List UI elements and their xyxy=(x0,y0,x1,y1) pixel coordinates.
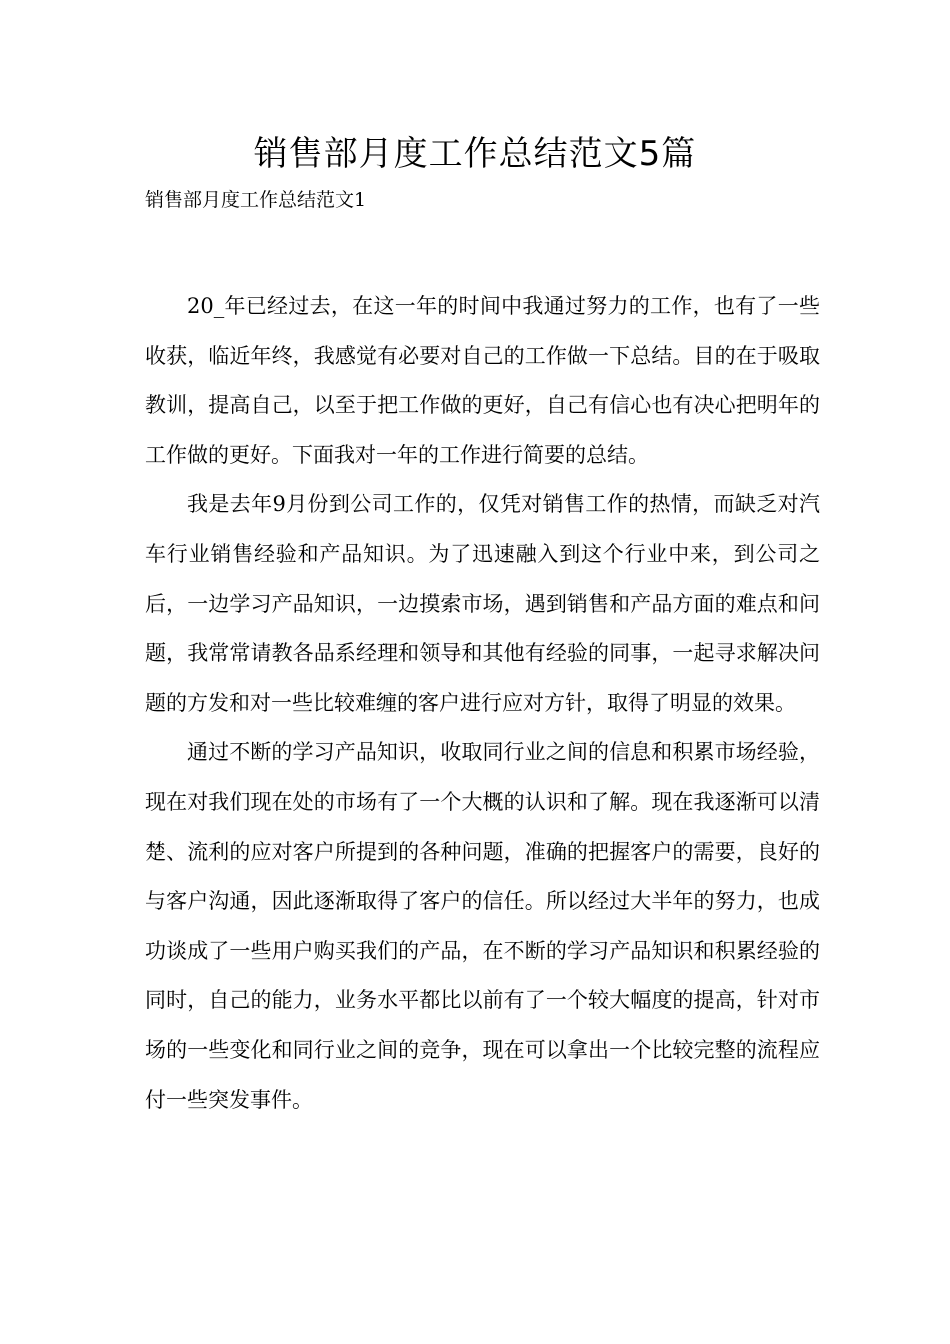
document-title: 销售部月度工作总结范文5篇 xyxy=(253,134,697,174)
document-body xyxy=(145,282,820,1125)
body-paragraph: 通过不断的学习产品知识，收取同行业之间的信息和积累市场经验，现在对我们现在处的市场有了一个大概的认识和了解。现在我逐渐可以清楚、流利的应对客户所提到的各种问题，准确的把握客户的需要，良好的与客户沟通，因此逐渐取得了客户的信任。所以经过大半年的努力，也成功谈成了一些用户购买我们的产品，在不断的学习产品知识和积累经验的同时，自己的能力，业务水平都比以前有了一个较大幅度的提高，针对市场的一些变化和同行业之间的竞争，现在可以拿出一个比较完整的流程应付一些突发事件。 xyxy=(145,740,820,1112)
body-paragraph: 我是去年9月份到公司工作的，仅凭对销售工作的热情，而缺乏对汽车行业销售经验和产品知识。为了迅速融入到这个行业中来，到公司之后，一边学习产品知识，一边摸索市场，遇到销售和产品方面的难点和问题，我常常请教各品系经理和领导和其他有经验的同事，一起寻求解决问题的方发和对一些比较难缠的客户进行应对方针，取得了明显的效果。 xyxy=(145,492,820,715)
document-subtitle: 销售部月度工作总结范文1 xyxy=(145,189,367,211)
body-paragraph: 20_年已经过去，在这一年的时间中我通过努力的工作，也有了一些收获，临近年终，我感觉有必要对自己的工作做一下总结。目的在于吸取教训，提高自己，以至于把工作做的更好，自己有信心也有决心把明年的工作做的更好。下面我对一年的工作进行简要的总结。 xyxy=(145,294,820,467)
